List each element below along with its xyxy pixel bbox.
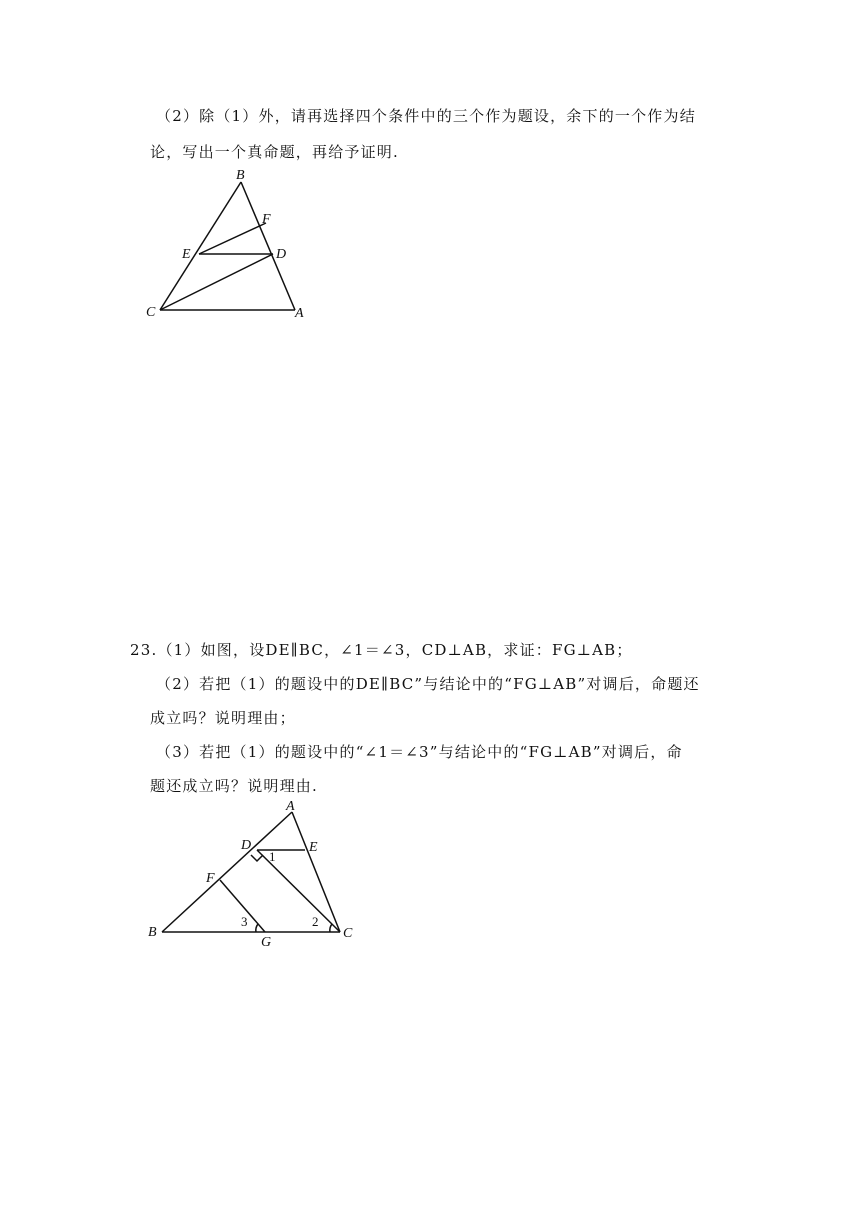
- angle-2-arc: [330, 924, 332, 932]
- right-angle-mark: [251, 855, 263, 861]
- label-F: F: [206, 871, 215, 886]
- label-D: D: [241, 838, 252, 853]
- label-B: B: [148, 925, 157, 940]
- problem-23-line-3: 成立吗？说明理由；: [150, 709, 296, 727]
- triangle-figure-2: [140, 798, 370, 958]
- label-F: F: [262, 212, 271, 227]
- label-E: E: [182, 247, 191, 262]
- segment-AB: [162, 812, 292, 932]
- segment-AB: [241, 182, 295, 310]
- segment-EF: [199, 223, 266, 254]
- label-C: C: [146, 305, 156, 320]
- triangle-figure-1: [130, 160, 330, 330]
- label-A: A: [286, 799, 295, 814]
- label-C: C: [343, 926, 353, 941]
- label-B: B: [236, 168, 245, 183]
- problem-23-line-4: （3）若把（1）的题设中的“∠1＝∠3”与结论中的“FG⊥AB”对调后，命: [156, 743, 683, 761]
- label-angle-1: 1: [269, 849, 276, 864]
- label-G: G: [261, 935, 272, 950]
- label-D: D: [276, 247, 287, 262]
- label-angle-3: 3: [241, 914, 248, 929]
- question-part-2-line-2: 论，写出一个真命题，再给予证明.: [150, 143, 399, 161]
- label-A: A: [295, 306, 304, 321]
- angle-3-arc: [256, 924, 258, 932]
- problem-23-line-2: （2）若把（1）的题设中的DE∥BC”与结论中的“FG⊥AB”对调后，命题还: [156, 675, 700, 693]
- problem-23-line-1: 23.（1）如图，设DE∥BC，∠1＝∠3，CD⊥AB，求证：FG⊥AB；: [130, 641, 633, 659]
- segment-CB: [160, 182, 241, 310]
- question-part-2-line-1: （2）除（1）外，请再选择四个条件中的三个作为题设，余下的一个作为结: [156, 107, 696, 125]
- problem-23-line-5: 题还成立吗？说明理由.: [150, 777, 318, 795]
- label-angle-2: 2: [312, 914, 319, 929]
- label-E: E: [309, 840, 318, 855]
